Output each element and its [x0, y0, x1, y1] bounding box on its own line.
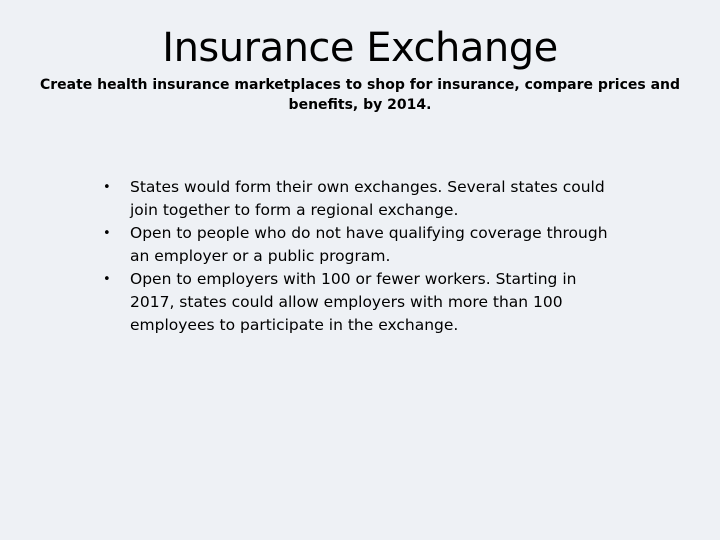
- bullet-icon: •: [103, 226, 111, 241]
- bullet-item: [98, 268, 618, 337]
- slide-title: Insurance Exchange: [162, 25, 558, 71]
- bullet-text: States would form their own exchanges. Several states could join together to form a regional exchange.: [130, 178, 605, 219]
- slide-subtitle: Create health insurance marketplaces to shop for insurance, compare prices and benefits, by 2014.: [39, 77, 681, 113]
- bullet-item: [98, 222, 618, 268]
- bullet-text: Open to employers with 100 or fewer workers. Starting in 2017, states could allow employers with more than 100 employees to participate in the exchange.: [130, 270, 577, 334]
- bullet-item: [98, 176, 618, 222]
- bullet-text: Open to people who do not have qualifying coverage through an employer or a public program.: [130, 224, 608, 265]
- bullet-list: [98, 176, 618, 337]
- bullet-icon: •: [103, 272, 111, 287]
- bullet-icon: •: [103, 180, 111, 195]
